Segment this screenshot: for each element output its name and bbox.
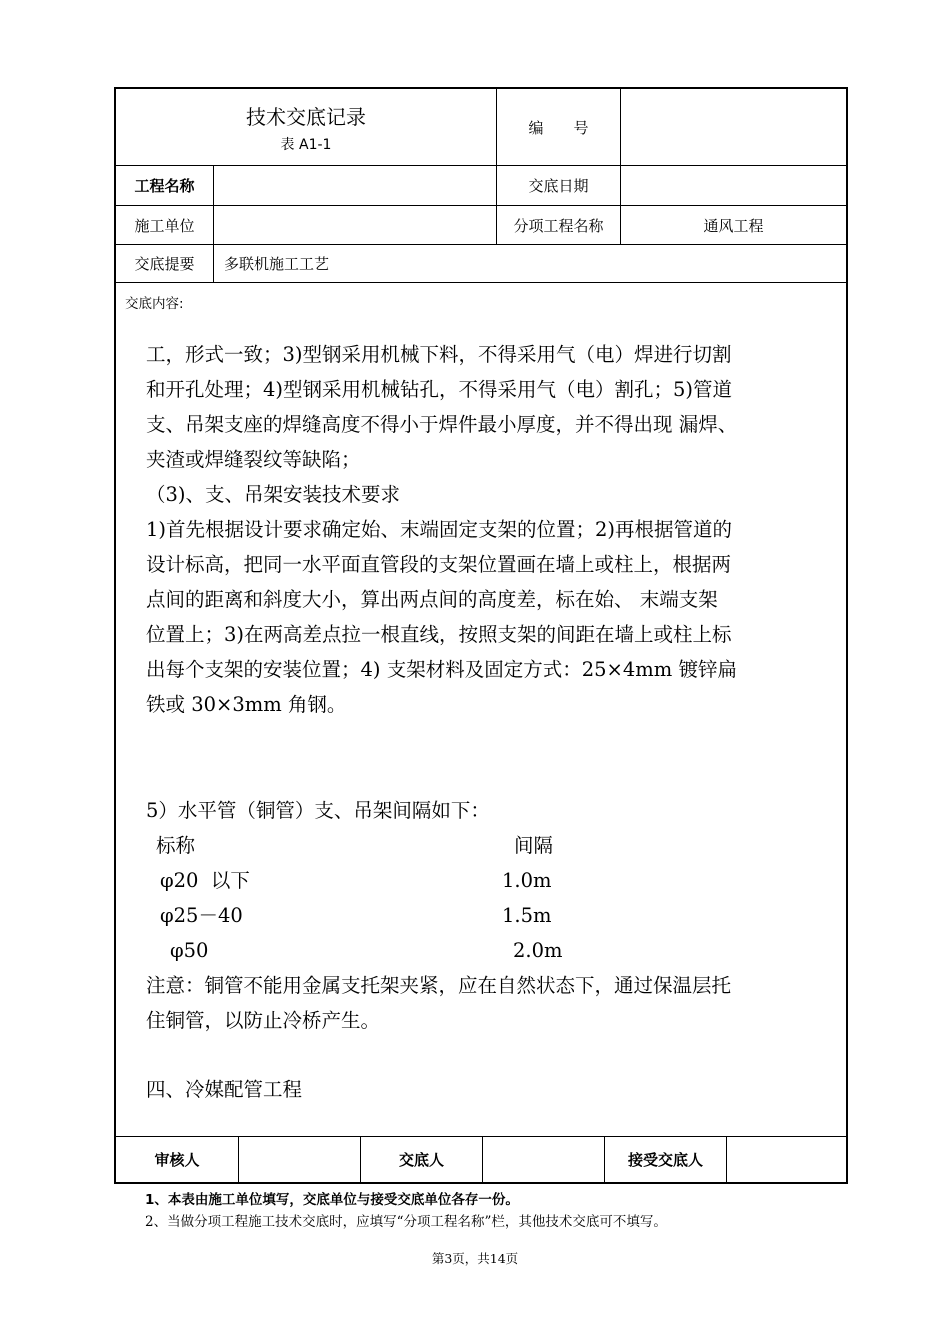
number-field[interactable] bbox=[621, 89, 846, 165]
reviewer-field[interactable] bbox=[239, 1137, 360, 1182]
project-name-label: 工程名称 bbox=[134, 177, 195, 195]
content-body bbox=[146, 337, 816, 722]
page-number: 第3页，共14页 bbox=[431, 1251, 519, 1266]
content-line: 点间的距离和斜度大小，算出两点间的高度差，标在始、 末端支架 bbox=[146, 588, 718, 611]
contractor-field[interactable] bbox=[214, 206, 496, 244]
project-name-field[interactable] bbox=[214, 166, 496, 205]
spacing-size: φ25－40 bbox=[160, 904, 243, 927]
content-line: （3)、支、吊架安装技术要求 bbox=[146, 483, 401, 506]
subitem-field[interactable]: 通风工程 bbox=[703, 216, 764, 235]
content-line: 位置上；3)在两高差点拉一根直线，按照支架的间距在墙上或柱上标 bbox=[146, 623, 732, 646]
note-line: 住铜管，以防止冷桥产生。 bbox=[146, 1009, 381, 1032]
discloser-field[interactable] bbox=[483, 1137, 604, 1182]
form-number: 表 A1-1 bbox=[280, 137, 332, 153]
disclosure-form bbox=[114, 87, 848, 1184]
content-line: 支、吊架支座的焊缝高度不得小于焊件最小厚度，并不得出现 漏焊、 bbox=[146, 413, 738, 436]
section-heading-text: 四、冷媒配管工程 bbox=[146, 1078, 303, 1101]
summary-field[interactable]: 多联机施工工艺 bbox=[224, 255, 330, 273]
content-label: 交底内容: bbox=[125, 296, 184, 312]
spacing-size: 标称 bbox=[156, 834, 196, 857]
section-heading bbox=[146, 1072, 816, 1107]
footnote-2: 2、当做分项工程施工技术交底时，应填写“分项工程名称”栏，其他技术交底可不填写。 bbox=[145, 1214, 667, 1230]
receiver-field[interactable] bbox=[727, 1137, 846, 1182]
spacing-interval: 1.5m bbox=[502, 904, 552, 927]
note bbox=[146, 968, 816, 1038]
spacing-heading bbox=[146, 793, 816, 828]
spacing-size: φ50 bbox=[170, 939, 209, 962]
note-line: 注意：铜管不能用金属支托架夹紧，应在自然状态下，通过保温层托 bbox=[146, 974, 732, 997]
subitem-label: 分项工程名称 bbox=[513, 216, 604, 235]
content-line: 和开孔处理；4)型钢采用机械钻孔，不得采用气（电）割孔；5)管道 bbox=[146, 378, 733, 401]
spacing-interval: 间隔 bbox=[514, 834, 554, 857]
content-line: 出每个支架的安装位置；4) 支架材料及固定方式：25×4mm 镀锌扁 bbox=[146, 658, 737, 681]
form-title: 技术交底记录 bbox=[246, 105, 366, 129]
contractor-label: 施工单位 bbox=[134, 216, 195, 235]
discloser-label: 交底人 bbox=[398, 1151, 444, 1169]
content-line: 铁或 30×3mm 角钢。 bbox=[146, 693, 347, 716]
spacing-interval: 1.0m bbox=[502, 869, 552, 892]
spacing-heading-text: 5）水平管（铜管）支、吊架间隔如下： bbox=[146, 799, 490, 822]
spacing-size: φ20 以下 bbox=[160, 869, 250, 892]
content-line: 工，形式一致；3)型钢采用机械下料，不得采用气（电）焊进行切割 bbox=[146, 343, 732, 366]
content-line: 设计标高，把同一水平面直管段的支架位置画在墙上或柱上，根据两 bbox=[146, 553, 732, 576]
summary-label: 交底提要 bbox=[134, 255, 195, 273]
footnote-1: 1、本表由施工单位填写，交底单位与接受交底单位各存一份。 bbox=[145, 1192, 519, 1208]
date-label: 交底日期 bbox=[528, 177, 589, 195]
date-field[interactable] bbox=[621, 166, 846, 205]
content-line: 夹渣或焊缝裂纹等缺陷； bbox=[146, 448, 361, 471]
content-line: 1)首先根据设计要求确定始、末端固定支架的位置；2)再根据管道的 bbox=[146, 518, 733, 541]
reviewer-label: 审核人 bbox=[154, 1151, 200, 1169]
spacing-interval: 2.0m bbox=[513, 939, 563, 962]
receiver-label: 接受交底人 bbox=[627, 1151, 703, 1169]
number-label: 编 号 bbox=[528, 118, 589, 137]
